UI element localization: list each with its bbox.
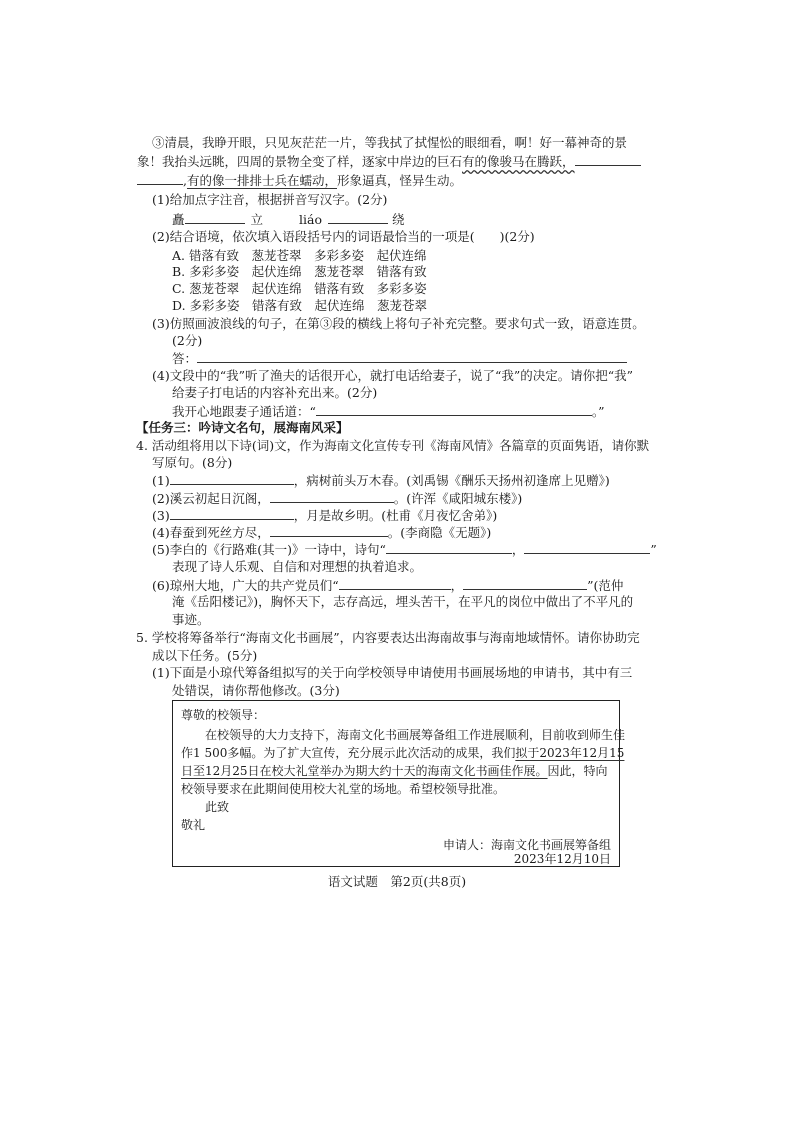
letter-line <box>181 745 624 761</box>
wavy-underlined-sentence: 有的像骏马在腾跃， <box>462 154 575 169</box>
question-5-prompt: 5. 学校将筹备举行“海南文化书画展”，内容要表达出海南故事与海南地域情怀。请你协助完 <box>136 630 640 645</box>
answer-blank[interactable] <box>386 541 512 554</box>
question-4-prompt: 4. 活动组将用以下诗(词)文，作为海南文化宣传专刊《海南风情》各篇章的页面隽语，请你默 <box>136 438 650 453</box>
text: (1) <box>152 473 170 488</box>
text: ③清晨，我睁开眼，只见灰茫茫一片，等我拭了拭惺忪的眼细看，啊！好一幕神奇的 <box>152 135 615 150</box>
text: 绕 <box>392 212 405 227</box>
letter-date: 2023年12月10日 <box>513 852 611 866</box>
question-2: (2)结合语境，依次填入语段括号内的词语最恰当的一项是( )(2分) <box>152 229 535 244</box>
poem-item-6 <box>152 577 623 594</box>
pinyin-blank[interactable] <box>185 211 245 224</box>
question-4: (4)文段中的“我”听了渔夫的话很开心，就打电话给妻子，说了“我”的决定。请你把“我” <box>152 368 634 383</box>
dotted-char: 矗 <box>172 212 185 227</box>
letter-signer: 申请人：海南文化书画展筹备组 <box>442 838 611 852</box>
answer-blank[interactable] <box>270 524 388 537</box>
option-a[interactable]: A. 错落有致 葱茏苍翠 多彩多姿 起伏连绵 <box>172 248 427 263</box>
answer-blank[interactable] <box>137 172 183 185</box>
underlined-sentence: 有的像一排排士兵在蠕动， <box>186 173 337 188</box>
letter-line: 在校领导的大力支持下，海南文化书画展筹备组工作进展顺利，目前收到师生佳 <box>205 728 626 742</box>
question-3-answer <box>172 350 627 367</box>
question-1-items <box>172 211 405 228</box>
answer-blank[interactable] <box>463 577 587 590</box>
answer-blank[interactable] <box>575 153 641 166</box>
text: 。” <box>591 404 605 419</box>
letter-salutation: 尊敬的校领导： <box>181 708 266 722</box>
question-3-score: (2分) <box>172 333 203 348</box>
paragraph-line <box>152 135 627 151</box>
text: (2)溪云初起日沉阁， <box>152 491 270 506</box>
text: 象！我抬头远眺，四周的景物全变了样，逐家中岸边的巨石 <box>137 154 463 169</box>
letter-closing-2: 敬礼 <box>181 818 206 832</box>
pinyin: liáo <box>299 212 323 227</box>
poem-item-3 <box>152 507 497 524</box>
answer-blank[interactable] <box>524 541 650 554</box>
answer-blank[interactable] <box>270 490 394 503</box>
text: ，病树前头万木春。(刘禹锡《酬乐天扬州初逢席上见赠》) <box>293 473 610 488</box>
option-d[interactable]: D. 多彩多姿 错落有致 起伏连绵 葱茏苍翠 <box>172 298 428 313</box>
underlined-text: 拟于2023年12月15 <box>515 746 625 760</box>
question-5-prompt-cont: 成以下任务。(5分) <box>152 648 258 663</box>
question-4-prompt-cont: 写原句。(8分) <box>152 455 233 470</box>
poem-item-1 <box>152 472 610 489</box>
answer-blank[interactable] <box>170 472 294 485</box>
hanzi-blank[interactable] <box>328 211 388 224</box>
answer-blank[interactable] <box>197 350 627 363</box>
poem-item-4 <box>152 524 491 541</box>
text: 立 <box>250 212 264 227</box>
letter-closing: 此致 <box>205 800 230 814</box>
question-5-1: (1)下面是小琼代筹备组拟写的关于向学校领导申请使用书画展场地的申请书，其中有三 <box>152 665 633 680</box>
task-3-title: 【任务三：吟诗文名句，展海南风采】 <box>136 420 349 435</box>
letter-line: 校领导要求在此期间使用校大礼堂的场地。希望校领导批准。 <box>181 782 506 796</box>
page-footer: 语文试题 第2页(共8页) <box>327 874 467 889</box>
poem-item-5-cont: 表现了诗人乐观、自信和对理想的执着追求。 <box>172 559 423 574</box>
answer-blank[interactable] <box>339 577 451 590</box>
text: 景 <box>614 135 628 150</box>
text: ” <box>650 542 657 557</box>
text: ，月是故乡明。(杜甫《月夜忆舍弟》) <box>293 508 498 523</box>
application-letter-box <box>172 700 626 867</box>
answer-blank[interactable] <box>316 403 592 416</box>
text: (5)李白的《行路难(其一)》一诗中，诗句“ <box>152 542 386 557</box>
poem-item-5 <box>152 541 657 558</box>
question-5-1-cont: 处错误，请你帮他修改。(3分) <box>172 683 340 698</box>
text: 。(李商隐《无题》) <box>387 525 492 540</box>
paragraph-line: ,有的像一排排士兵在蠕动，形象逼真，怪异生动。 <box>137 172 462 189</box>
question-1: (1)给加点字注音，根据拼音写汉字。(2分) <box>152 192 388 207</box>
text: 因此，特向 <box>547 764 608 778</box>
text: ， <box>511 542 525 557</box>
text: ， <box>450 578 464 593</box>
poem-item-6-cont2: 事迹。 <box>172 612 210 627</box>
text: 作1 500多幅。为了扩大宣传，充分展示此次活动的成果，我们 <box>181 746 516 760</box>
text: 形象逼真，怪异生动。 <box>337 173 463 188</box>
text: (6)琼州大地，广大的共产党员们“ <box>152 578 339 593</box>
paragraph-line <box>137 153 641 170</box>
text: 。(许浑《咸阳城东楼》) <box>393 491 523 506</box>
letter-line <box>181 763 608 779</box>
text: 我开心地跟妻子通话道：“ <box>172 404 316 419</box>
poem-item-6-cont: 淹《岳阳楼记》)，胸怀天下，志存高远，埋头苦干，在平凡的岗位中做出了不平凡的 <box>172 594 634 609</box>
text: (3) <box>152 508 170 523</box>
underlined-text: 日至12月25日在校大礼堂举办为期大约十天的海南文化书画佳作展。 <box>181 764 548 778</box>
text: ”(范仲 <box>587 578 624 593</box>
answer-blank[interactable] <box>170 507 294 520</box>
text: 答： <box>172 351 198 366</box>
question-4-cont: 给妻子打电话的内容补充出来。(2分) <box>172 385 378 400</box>
poem-item-2 <box>152 490 522 507</box>
question-3: (3)仿照画波浪线的句子，在第③段的横线上将句子补充完整。要求句式一致，语意连贯。 <box>152 316 645 331</box>
question-4-answer <box>172 403 605 420</box>
option-b[interactable]: B. 多彩多姿 起伏连绵 葱茏苍翠 错落有致 <box>172 264 427 279</box>
text: (4)春蚕到死丝方尽， <box>152 525 270 540</box>
option-c[interactable]: C. 葱茏苍翠 起伏连绵 错落有致 多彩多姿 <box>172 281 427 296</box>
